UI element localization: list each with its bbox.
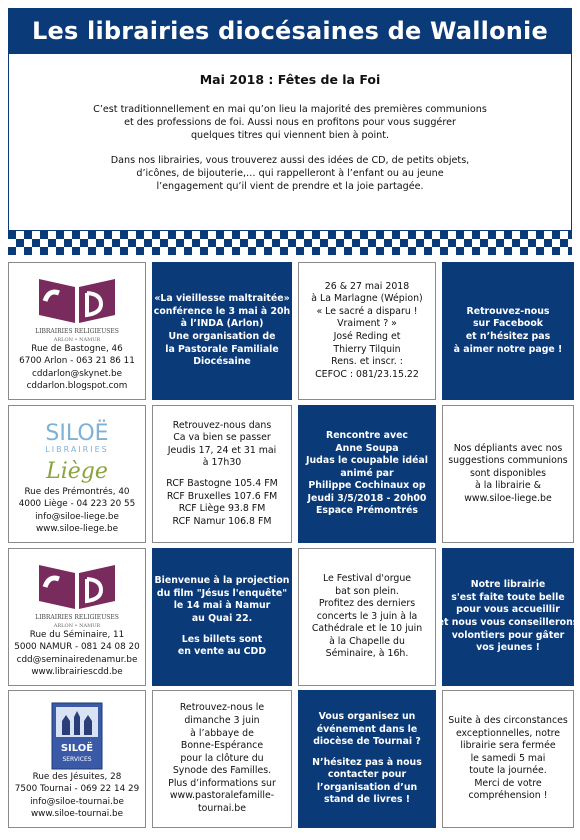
checker-square	[216, 231, 224, 239]
announcement-line: sont disponibles	[469, 467, 547, 479]
announcement-line: Suite à des circonstances	[448, 714, 568, 726]
checker-square	[424, 247, 432, 255]
announcement-cell	[298, 548, 436, 686]
announcement-line: N’hésitez pas à nous	[312, 756, 422, 768]
announcement-line: Philippe Cochinaux op	[308, 480, 426, 492]
checker-square	[432, 239, 440, 247]
intro-box	[8, 54, 572, 231]
bookshop-logo	[22, 416, 132, 486]
checker-square	[112, 239, 120, 247]
announcement-line: événement dans le	[316, 723, 418, 735]
announcement-line: RCF Bruxelles 107.6 FM	[166, 490, 278, 502]
contact-link[interactable]: cdd@seminairedenamur.be	[16, 654, 138, 665]
checker-square	[416, 239, 424, 247]
checker-square	[160, 239, 168, 247]
announcement-line: www.pastoralefamille-	[169, 790, 275, 802]
announcement-cell	[437, 548, 579, 686]
checker-square	[272, 239, 280, 247]
announcement-line: à l’INDA (Arlon)	[180, 318, 264, 330]
bookshop-info-cell	[8, 262, 146, 400]
intro-line: quelques titres qui viennent bien à point.	[190, 130, 390, 141]
svg-text:SILOË: SILOË	[45, 421, 109, 446]
checker-square	[120, 247, 128, 255]
checker-square	[240, 239, 248, 247]
announcement-cell	[298, 262, 436, 400]
announcement-line: compréhension !	[468, 790, 548, 802]
checker-square	[216, 247, 224, 255]
checker-square	[232, 247, 240, 255]
checker-square	[368, 239, 376, 247]
checker-square	[136, 231, 144, 239]
svg-text:LIBRAIRIES RELIGIEUSES: LIBRAIRIES RELIGIEUSES	[35, 614, 119, 621]
announcement-line: et n’hésitez pas	[465, 331, 551, 342]
announcement-line: stand de livres !	[323, 794, 410, 806]
address-line: 7500 Tournai - 069 22 14 29	[14, 784, 140, 795]
intro-paragraph-2	[9, 154, 571, 193]
announcement-line: Le Festival d'orgue	[322, 572, 412, 584]
announcement-line: Rencontre avec	[325, 429, 408, 441]
svg-text:SERVICES: SERVICES	[62, 756, 92, 763]
announcement-line: Jeudi 3/5/2018 - 20h00	[307, 492, 427, 504]
checker-square	[568, 231, 572, 239]
announcement-line: Anne Soupa	[335, 442, 399, 454]
checker-square	[312, 231, 320, 239]
checker-square	[440, 247, 448, 255]
checker-square	[248, 231, 256, 239]
bookshop-address	[19, 343, 135, 393]
bookshop-info-cell	[8, 405, 146, 543]
announcement-line: Espace Prémontrés	[316, 505, 418, 517]
checker-square	[24, 247, 32, 255]
checker-square	[456, 231, 464, 239]
svg-text:Liège: Liège	[46, 459, 108, 484]
checker-square	[392, 231, 400, 239]
checker-square	[552, 231, 560, 239]
checker-square	[56, 231, 64, 239]
checker-square	[328, 231, 336, 239]
announcement-line: Séminaire, à 16h.	[325, 648, 409, 660]
contact-link[interactable]: info@siloe-tournai.be	[30, 796, 124, 807]
announcement-line: pour vous accueillir	[456, 604, 560, 616]
announcement-line: Vous organisez un	[318, 710, 416, 722]
checker-square	[184, 231, 192, 239]
announcement-line: à La Marlagne (Wépion)	[311, 293, 423, 305]
checker-square	[72, 247, 80, 255]
checker-square	[512, 239, 520, 247]
announcement-cell	[298, 405, 436, 543]
checker-square	[280, 231, 288, 239]
checker-square	[168, 247, 176, 255]
contact-link[interactable]: www.siloe-tournai.be	[30, 809, 124, 820]
checker-square	[280, 247, 288, 255]
checker-square	[344, 247, 352, 255]
announcement-line: RCF Bastogne 105.4 FM	[166, 478, 278, 489]
page-title: Les librairies diocésaines de Wallonie	[8, 8, 572, 54]
announcement-line: Jeudis 17, 24 et 31 mai	[167, 444, 277, 456]
checker-square	[384, 239, 392, 247]
checker-square	[496, 239, 504, 247]
announcement-line: Diocésaine	[193, 356, 251, 368]
checker-square	[32, 239, 40, 247]
announcement-line: Rens. et inscr. :	[331, 356, 403, 368]
announcement-line: Retrouvez-nous	[466, 305, 550, 317]
announcement-line: Profitez des derniers	[318, 598, 416, 610]
announcement-line: www.siloe-liege.be	[464, 492, 552, 504]
announcement-line: RCF Liège 93.8 FM	[178, 503, 266, 515]
announcement-line: Notre librairie	[470, 579, 546, 591]
address-line: Rue de Bastogne, 46	[31, 344, 123, 354]
checker-square	[200, 247, 208, 255]
announcement-line: en vente au CDD	[177, 646, 267, 658]
checker-square	[264, 247, 272, 255]
checker-square	[248, 247, 256, 255]
checker-square	[296, 231, 304, 239]
checker-square	[72, 231, 80, 239]
announcement-line: 26 & 27 mai 2018	[324, 280, 410, 292]
announcement-line: à la librairie &	[475, 480, 541, 492]
checker-square	[80, 239, 88, 247]
announcement-line: «La vieillesse maltraitée»	[154, 293, 290, 305]
announcement-line: Nos dépliants avec nos	[453, 442, 563, 454]
checker-square	[488, 247, 496, 255]
checker-square	[8, 231, 16, 239]
checker-square	[448, 239, 456, 247]
bookshop-address	[19, 486, 135, 536]
checker-square	[296, 247, 304, 255]
checker-square	[144, 239, 152, 247]
checker-square	[152, 247, 160, 255]
announcement-line: conférence le 3 mai à 20h	[153, 305, 291, 317]
address-line: 6700 Arlon - 063 21 86 11	[19, 356, 135, 367]
bookshop-row	[8, 690, 574, 828]
announcement-cell	[152, 690, 292, 828]
announcement-line: et nous vous conseillerons	[437, 617, 579, 628]
checker-square	[440, 231, 448, 239]
announcement-line: Bonne-Espérance	[180, 740, 264, 752]
announcement-line: du film "Jésus l'enquête"	[156, 587, 288, 599]
checker-square	[128, 239, 136, 247]
contact-link[interactable]: info@siloe-liege.be	[35, 511, 119, 522]
contact-link[interactable]: cddarlon.blogspot.com	[26, 381, 128, 392]
announcement-line: « Le sacré a disparu !	[316, 305, 418, 317]
checker-square	[56, 247, 64, 255]
announcement-line: José Reding et	[333, 331, 401, 342]
checker-square	[488, 231, 496, 239]
announcement-line: RCF Namur 106.8 FM	[172, 515, 272, 527]
announcement-line: Plus d’informations sur	[168, 777, 276, 789]
checker-square	[176, 239, 184, 247]
bookshop-logo	[22, 559, 132, 629]
address-line: 5000 NAMUR - 081 24 08 20	[14, 642, 140, 653]
announcement-line: le samedi 5 mai	[470, 752, 546, 764]
announcement-cell	[442, 262, 574, 400]
announcement-cell	[152, 262, 292, 400]
checker-square	[184, 247, 192, 255]
svg-text:ARLON • NAMUR: ARLON • NAMUR	[53, 337, 101, 343]
svg-text:ARLON • NAMUR: ARLON • NAMUR	[53, 623, 101, 629]
checker-square	[8, 247, 16, 255]
announcement-line: suggestions communions	[448, 455, 568, 467]
intro-line: l’engagement qu’il vient de prendre et la joie partagée.	[156, 181, 424, 192]
checker-square	[64, 239, 72, 247]
announcement-line: Retrouvez-nous le	[179, 702, 265, 714]
bookshop-info-cell	[8, 548, 146, 686]
checker-square	[256, 239, 264, 247]
announcement-cell	[298, 690, 436, 828]
checker-square	[536, 247, 544, 255]
announcement-line: librairie sera fermée	[460, 740, 556, 752]
svg-text:LIBRAIRIES RELIGIEUSES: LIBRAIRIES RELIGIEUSES	[35, 328, 119, 335]
checker-square	[264, 231, 272, 239]
announcement-line: contacter pour	[327, 769, 407, 781]
checker-square	[392, 247, 400, 255]
announcement-line: à 17h30	[202, 457, 242, 469]
checker-square	[320, 239, 328, 247]
checker-square	[464, 239, 472, 247]
checker-square	[344, 231, 352, 239]
checker-square	[40, 247, 48, 255]
checker-square	[136, 247, 144, 255]
announcement-line: l’organisation d’un	[316, 781, 418, 793]
announcement-line: pour la clôture du	[180, 752, 264, 764]
announcement-cell	[442, 690, 574, 828]
checker-square	[520, 231, 528, 239]
contact-link[interactable]: www.librairiescdd.be	[31, 667, 123, 678]
checker-square	[48, 239, 56, 247]
bookshop-address	[15, 771, 139, 821]
checker-square	[88, 231, 96, 239]
checker-square	[376, 247, 384, 255]
announcement-line: animé par	[340, 467, 394, 479]
announcement-line: Ca va bien se passer	[173, 432, 271, 444]
bookshop-address	[14, 629, 139, 679]
announcement-line: Judas le coupable idéal	[306, 455, 428, 467]
bookshop-logo	[22, 701, 132, 771]
checker-square	[480, 239, 488, 247]
announcement-line: Vraiment ? »	[337, 318, 397, 330]
announcement-line: s'est faite toute belle	[451, 591, 565, 603]
intro-paragraph-1	[9, 103, 571, 142]
announcement-line: la Pastorale Familiale	[165, 343, 279, 355]
contact-link[interactable]: cddarlon@skynet.be	[31, 368, 122, 379]
announcement-line: volontiers pour gâter	[451, 629, 565, 641]
intro-line: d’icônes, de bijouterie,… qui rappelleront à l’enfant ou au jeune	[136, 168, 444, 179]
announcement-line: toute la journée.	[469, 765, 547, 777]
announcement-line: au Quai 22.	[191, 613, 253, 624]
checker-square	[536, 231, 544, 239]
checker-square	[88, 247, 96, 255]
announcement-line: concerts le 3 juin à la	[316, 610, 418, 622]
checker-square	[152, 231, 160, 239]
announcement-line: diocèse de Tournai ?	[313, 736, 421, 748]
svg-text:LIBRAIRIES: LIBRAIRIES	[45, 445, 109, 454]
announcement-line: à aimer notre page !	[453, 343, 563, 355]
checker-square	[192, 239, 200, 247]
intro-line: C’est traditionnellement en mai qu’on lieu la majorité des premières communions	[93, 104, 487, 115]
svg-text:SILOË: SILOË	[60, 743, 94, 754]
address-line: Rue du Séminaire, 11	[29, 630, 125, 640]
address-line: Rue des Prémontrés, 40	[24, 487, 130, 497]
bookshop-row	[8, 405, 574, 543]
checker-square	[408, 247, 416, 255]
checker-square	[24, 231, 32, 239]
checker-square	[288, 239, 296, 247]
announcement-line: Retrouvez-nous dans	[172, 419, 272, 431]
checker-square	[568, 247, 572, 255]
checkered-divider	[8, 231, 572, 255]
announcement-cell	[152, 548, 292, 686]
checker-square	[168, 231, 176, 239]
checker-square	[96, 239, 104, 247]
checker-square	[208, 239, 216, 247]
checker-square	[360, 231, 368, 239]
intro-line: et des professions de foi. Aussi nous en profitons pour vous suggérer	[124, 117, 456, 128]
checker-square	[40, 231, 48, 239]
announcement-line: à l’abbaye de	[190, 727, 254, 739]
announcement-cell	[442, 405, 574, 543]
intro-subtitle: Mai 2018 : Fêtes de la Foi	[199, 72, 381, 87]
announcement-line: dimanche 3 juin	[184, 714, 260, 726]
checker-square	[520, 247, 528, 255]
announcement-cell	[152, 405, 292, 543]
checker-square	[528, 239, 536, 247]
checker-square	[504, 231, 512, 239]
checker-square	[560, 239, 568, 247]
announcement-line: Thierry Tilquin	[333, 343, 401, 355]
bookshop-row	[8, 262, 574, 400]
checker-square	[472, 231, 480, 239]
bookshop-row	[8, 548, 579, 686]
checker-square	[304, 239, 312, 247]
announcement-line: exceptionnelles, notre	[455, 727, 561, 739]
checker-square	[360, 247, 368, 255]
checker-square	[328, 247, 336, 255]
announcement-line: Les billets sont	[181, 633, 263, 645]
announcement-line: Synode des Familles.	[172, 765, 272, 777]
announcement-line: bat son plein.	[335, 585, 399, 597]
checker-square	[472, 247, 480, 255]
checker-square	[424, 231, 432, 239]
announcement-line: Merci de votre	[474, 777, 542, 789]
announcement-line: vos jeunes !	[476, 642, 540, 654]
announcement-line: Une organisation de	[168, 331, 276, 342]
checker-square	[104, 231, 112, 239]
checker-square	[224, 239, 232, 247]
checker-square	[16, 239, 24, 247]
checker-square	[504, 247, 512, 255]
checker-square	[352, 239, 360, 247]
checker-square	[104, 247, 112, 255]
checker-square	[552, 247, 560, 255]
announcement-line: CEFOC : 081/23.15.22	[315, 368, 419, 380]
announcement-line: à la Chapelle du	[329, 635, 405, 647]
checker-square	[120, 231, 128, 239]
checker-square	[544, 239, 552, 247]
checker-square	[232, 231, 240, 239]
announcement-line: Cathédrale et le 10 juin	[311, 623, 423, 635]
bookshop-logo	[22, 273, 132, 343]
checker-square	[376, 231, 384, 239]
checker-square	[408, 231, 416, 239]
checker-square	[400, 239, 408, 247]
bookshop-info-cell	[8, 690, 146, 828]
checker-square	[456, 247, 464, 255]
checker-square	[200, 231, 208, 239]
announcement-line: sur Facebook	[472, 318, 544, 330]
announcement-line: tournai.be	[197, 803, 247, 815]
contact-link[interactable]: www.siloe-liege.be	[35, 524, 119, 535]
checker-square	[312, 247, 320, 255]
intro-line: Dans nos librairies, vous trouverez aussi des idées de CD, de petits objets,	[110, 155, 470, 166]
announcement-line: le 14 mai à Namur	[173, 600, 271, 612]
address-line: Rue des Jésuites, 28	[32, 772, 122, 782]
address-line: 4000 Liège - 04 223 20 55	[18, 499, 136, 510]
announcement-line: Bienvenue à la projection	[154, 575, 290, 587]
checker-square	[336, 239, 344, 247]
